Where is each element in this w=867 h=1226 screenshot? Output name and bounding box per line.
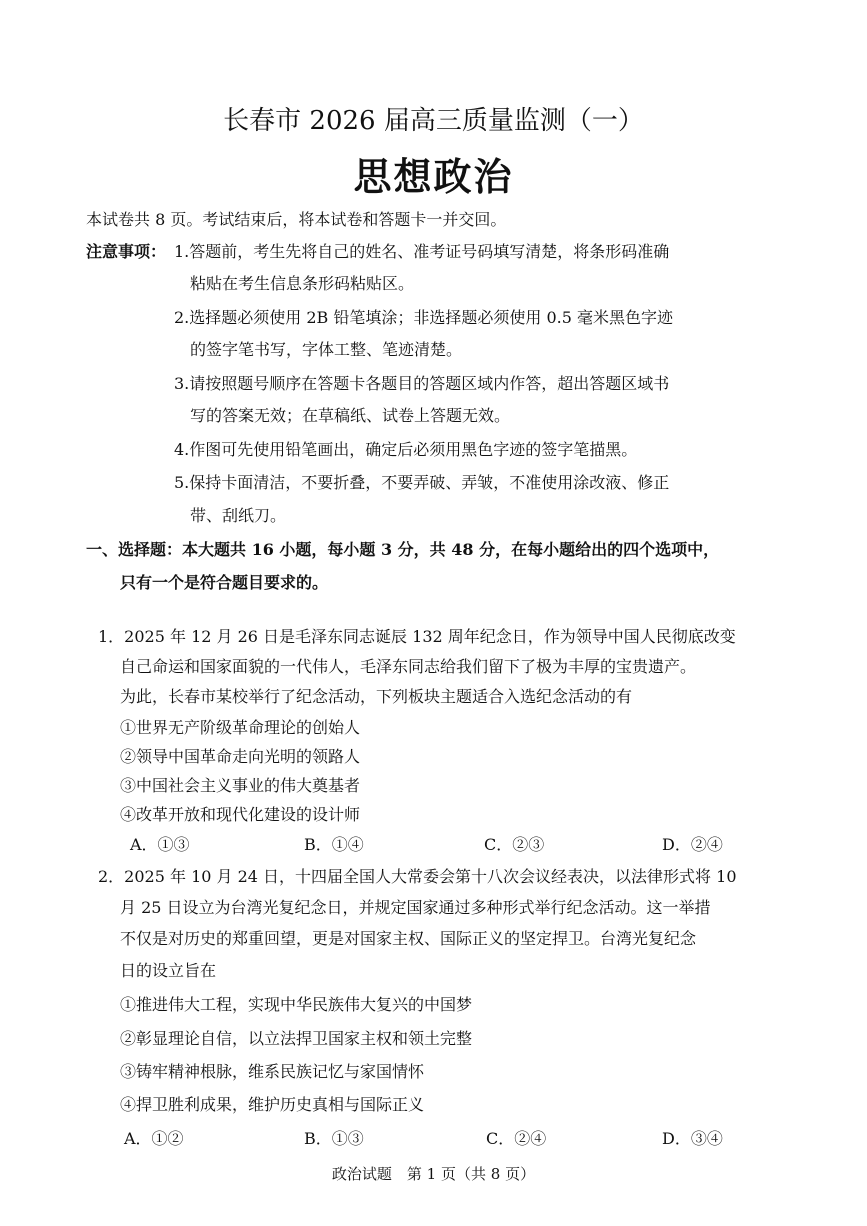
intro-text: 本试卷共 8 页。考试结束后，将本试卷和答题卡一并交回。 — [86, 210, 507, 229]
question-2-item: ②彰显理论自信，以立法捍卫国家主权和领土完整 — [120, 1029, 473, 1048]
question-2-stem: 2．2025 年 10 月 24 日，十四届全国人大常委会第十八次会议经表决，以法律形式将 10 — [98, 867, 737, 886]
subject-title: 思想政治 — [353, 154, 514, 199]
note-line: 的签字笔书写，字体工整、笔迹清楚。 — [190, 340, 463, 359]
notes-label: 注意事项： — [86, 242, 167, 261]
exam-title: 长春市 2026 届高三质量监测（一） — [223, 106, 644, 136]
note-line: 写的答案无效；在草稿纸、试卷上答题无效。 — [190, 406, 511, 425]
question-2-option-d: D．③④ — [662, 1129, 723, 1148]
question-2-option-b: B．①③ — [304, 1129, 364, 1148]
question-2-stem: 不仅是对历史的郑重回望，更是对国家主权、国际正义的坚定捍卫。台湾光复纪念 — [120, 929, 697, 948]
question-1-option-d: D．②④ — [662, 835, 723, 854]
page-footer: 政治试题 第 1 页（共 8 页） — [331, 1165, 536, 1183]
question-1-stem: 为此，长春市某校举行了纪念活动，下列板块主题适合入选纪念活动的有 — [120, 687, 633, 706]
question-1-option-c: C．②③ — [484, 835, 545, 854]
note-line: 2.选择题必须使用 2B 铅笔填涂；非选择题必须使用 0.5 毫米黑色字迹 — [174, 308, 673, 327]
question-2-option-c: C．②④ — [486, 1129, 547, 1148]
section-heading: 一、选择题：本大题共 16 小题，每小题 3 分，共 48 分，在每小题给出的四个选项中， — [86, 540, 720, 559]
question-1-option-b: B．①④ — [304, 835, 364, 854]
section-heading-cont: 只有一个是符合题目要求的。 — [120, 573, 329, 592]
question-1-item: ①世界无产阶级革命理论的创始人 — [120, 718, 361, 737]
question-2-option-a: A．①② — [124, 1129, 184, 1148]
question-1-stem: 1．2025 年 12 月 26 日是毛泽东同志诞辰 132 周年纪念日，作为领导中国人民彻底改变 — [98, 627, 736, 646]
note-line: 1.答题前，考生先将自己的姓名、准考证号码填写清楚，将条形码准确 — [174, 242, 670, 261]
question-2-stem: 日的设立旨在 — [120, 961, 217, 980]
question-2-stem: 月 25 日设立为台湾光复纪念日，并规定国家通过多种形式举行纪念活动。这一举措 — [120, 898, 711, 917]
question-1-stem: 自己命运和国家面貌的一代伟人，毛泽东同志给我们留下了极为丰厚的宝贵遗产。 — [120, 657, 697, 676]
question-2-item: ①推进伟大工程，实现中华民族伟大复兴的中国梦 — [120, 995, 473, 1014]
question-1-option-a: A．①③ — [130, 835, 190, 854]
question-2-item: ③铸牢精神根脉，维系民族记忆与家国情怀 — [120, 1062, 425, 1081]
question-1-item: ②领导中国革命走向光明的领路人 — [120, 747, 361, 766]
note-line: 3.请按照题号顺序在答题卡各题目的答题区域内作答，超出答题区域书 — [174, 374, 670, 393]
question-1-item: ④改革开放和现代化建设的设计师 — [120, 805, 361, 824]
note-line: 粘贴在考生信息条形码粘贴区。 — [190, 274, 415, 293]
note-line: 4.作图可先使用铅笔画出，确定后必须用黑色字迹的签字笔描黑。 — [174, 440, 638, 459]
note-line: 带、刮纸刀。 — [190, 506, 287, 525]
question-1-item: ③中国社会主义事业的伟大奠基者 — [120, 776, 361, 795]
note-line: 5.保持卡面清洁，不要折叠，不要弄破、弄皱，不准使用涂改液、修正 — [174, 473, 670, 492]
question-2-item: ④捍卫胜利成果，维护历史真相与国际正义 — [120, 1095, 425, 1114]
